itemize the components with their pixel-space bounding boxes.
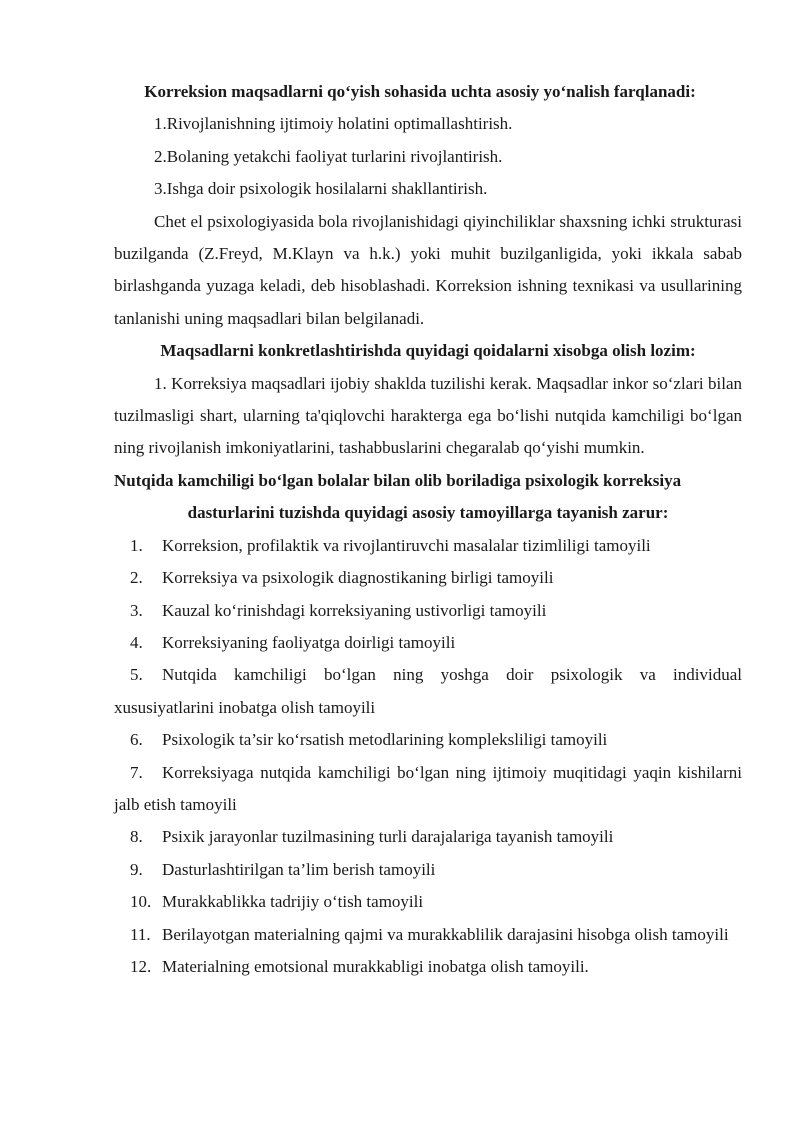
list-number: 12. — [130, 956, 152, 976]
list-text: Nutqida kamchiligi bo‘lgan ning yoshga doir psixologik va individual xususiyatlarini inobatga olish tamoyili — [114, 665, 742, 717]
list-item — [114, 595, 742, 627]
list-text: Berilayotgan materialning qajmi va murakkablilik darajasini hisobga olish tamoyili — [162, 924, 729, 944]
list-number: 4. — [130, 632, 143, 652]
list-number: 5. — [130, 665, 143, 685]
list-number: 2. — [130, 568, 143, 588]
list-item — [114, 821, 742, 853]
list-item — [114, 886, 742, 918]
list-item — [114, 919, 742, 951]
list-number: 10. — [130, 892, 152, 912]
list-text: Psixik jarayonlar tuzilmasining turli darajalariga tayanish tamoyili — [162, 827, 614, 847]
list-number: 3. — [130, 600, 143, 620]
list-number: 8. — [130, 827, 143, 847]
goal-item: 1.Rivojlanishning ijtimoiy holatini optimallashtirish. — [154, 114, 513, 134]
body-paragraph: Chet el psixologiyasida bola rivojlanishidagi qiyinchiliklar shaxsning ichki strukturasi buzilganda (Z.Freyd, M.Klayn va h.k.) yoki muhit buzilganligida, yoki ikkala sabab birlashganda yuzaga keladi, deb hisoblashadi. Korreksion ishning texnikasi va usullarining tanlanishi uning maqsadlari bilan belgilanadi. — [114, 211, 742, 328]
list-item — [114, 562, 742, 594]
list-text: Psixologik ta’sir ko‘rsatish metodlarining kompleksliligi tamoyili — [162, 730, 608, 750]
list-text: Korreksion, profilaktik va rivojlantiruvchi masalalar tizimliligi tamoyili — [162, 535, 651, 555]
list-text: Murakkablikka tadrijiy o‘tish tamoyili — [162, 892, 424, 912]
list-text: Korreksiyaga nutqida kamchiligi bo‘lgan ning ijtimoiy muqitidagi yaqin kishilarni jalb etish tamoyili — [114, 762, 742, 814]
list-text: Korreksiya va psixologik diagnostikaning birligi tamoyili — [162, 568, 554, 588]
section-heading-goals: Korreksion maqsadlarni qo‘yish sohasida uchta asosiy yo‘nalish farqlanadi: — [144, 82, 696, 101]
list-item — [114, 627, 742, 659]
list-item — [114, 951, 742, 983]
list-number: 9. — [130, 859, 143, 879]
list-item — [114, 530, 742, 562]
list-number: 7. — [130, 762, 143, 782]
list-number: 11. — [130, 924, 151, 944]
list-number: 6. — [130, 730, 143, 750]
section-heading-principles: Nutqida kamchiligi bo‘lgan bolalar bilan olib boriladiga psixologik korreksiya — [114, 470, 682, 490]
principles-list — [114, 530, 742, 984]
section-heading-principles-cont: dasturlarini tuzishda quyidagi asosiy tamoyillarga tayanish zarur: — [187, 503, 669, 523]
goal-item: 2.Bolaning yetakchi faoliyat turlarini rivojlantirish. — [154, 146, 503, 166]
list-number: 1. — [130, 535, 143, 555]
list-text: Materialning emotsional murakkabligi inobatga olish tamoyili. — [162, 956, 589, 976]
list-text: Dasturlashtirilgan ta’lim berish tamoyili — [162, 859, 436, 879]
list-text: Kauzal ko‘rinishdagi korreksiyaning ustivorligi tamoyili — [162, 600, 547, 620]
rule-paragraph: 1. Korreksiya maqsadlari ijobiy shaklda tuzilishi kerak. Maqsadlar inkor so‘zlari bilan tuzilmasligi shart, ularning ta'qiqlovchi harakterga ega bo‘lishi nutqida kamchiligi bo‘lgan ning rivojlanish imkoniyatlarini, tashabbuslarini chegaralab qo‘yishi mumkin. — [114, 373, 742, 458]
list-item — [114, 757, 742, 822]
goal-item: 3.Ishga doir psixologik hosilalarni shakllantirish. — [154, 179, 488, 199]
list-item — [114, 724, 742, 756]
list-item — [114, 659, 742, 724]
section-heading-rules: Maqsadlarni konkretlashtirishda quyidagi qoidalarni xisobga olish lozim: — [160, 341, 696, 361]
list-text: Korreksiyaning faoliyatga doirligi tamoyili — [162, 632, 456, 652]
list-item — [114, 854, 742, 886]
